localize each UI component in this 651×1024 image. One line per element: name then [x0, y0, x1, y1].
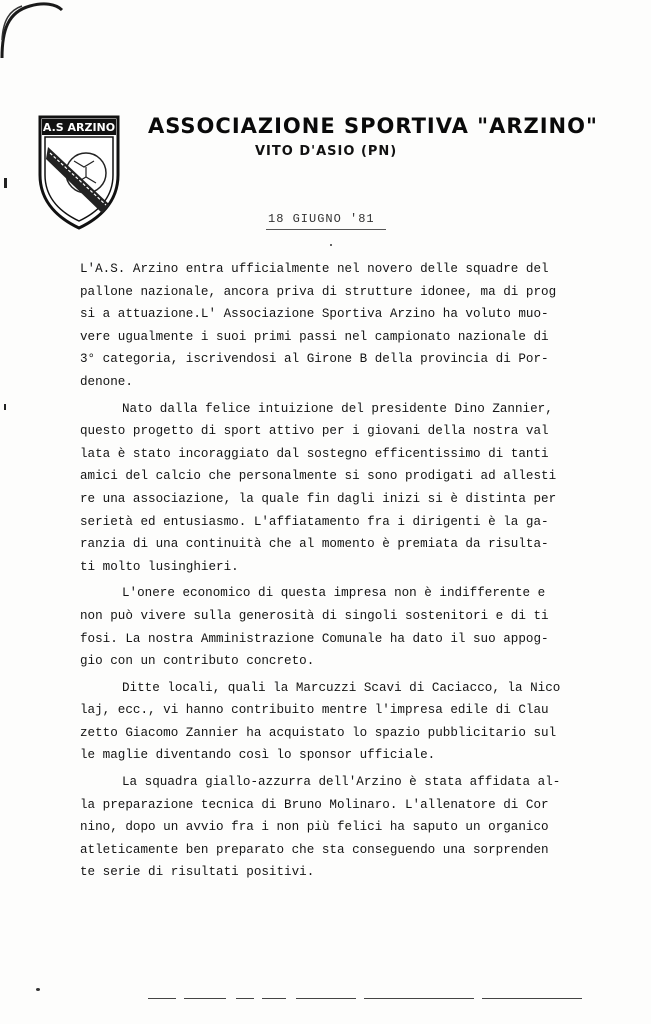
scan-speck	[330, 244, 332, 246]
text-line: vere ugualmente i suoi primi passi nel campionato nazionale di	[80, 329, 549, 344]
text-line: le maglie diventando così lo sponsor ufficiale.	[80, 748, 436, 763]
text-line: non può vivere sulla generosità di singoli sostenitori e di ti	[80, 608, 549, 623]
document-date: 18 GIUGNO '81	[268, 212, 375, 226]
text-line: ranzia di una continuità che al momento è premiata da risulta-	[80, 537, 549, 552]
text-line: questo progetto di sport attivo per i giovani della nostra val	[80, 424, 549, 439]
text-line: serietà ed entusiasmo. L'affiatamento fra i dirigenti è la ga-	[80, 514, 549, 529]
text-line: nino, dopo un avvio fra i non più felici ha saputo un organico	[80, 820, 549, 835]
text-line: atleticamente ben preparato che sta conseguendo una sorprenden	[80, 842, 549, 857]
text-line: amici del calcio che personalmente si sono prodigati ad allesti	[80, 469, 557, 484]
text-line: L'A.S. Arzino entra ufficialmente nel novero delle squadre del	[80, 262, 549, 276]
text-line: laj, ecc., vi hanno contribuito mentre l'impresa edile di Clau	[80, 703, 549, 718]
scan-edge-mark	[4, 404, 6, 410]
organization-location: VITO D'ASIO (PN)	[255, 144, 398, 159]
article-body	[80, 258, 600, 884]
date-underline	[266, 229, 386, 230]
text-line: re una associazione, la quale fin dagli inizi si è distinta per	[80, 491, 557, 506]
scan-corner-artifact	[0, 0, 70, 60]
text-line: ti molto lusinghieri.	[80, 559, 239, 574]
text-line: la preparazione tecnica di Bruno Molinaro. L'allenatore di Cor	[80, 797, 549, 812]
text-line: si a attuazione.L' Associazione Sportiva Arzino ha voluto muo-	[80, 307, 549, 322]
text-line: fosi. La nostra Amministrazione Comunale ha dato il suo appog-	[80, 631, 549, 646]
text-line: Ditte locali, quali la Marcuzzi Scavi di Caciacco, la Nico	[122, 680, 561, 695]
organization-title: ASSOCIAZIONE SPORTIVA "ARZINO"	[148, 114, 598, 138]
text-line: L'onere economico di questa impresa non è indifferente e	[122, 586, 546, 601]
text-line: pallone nazionale, ancora priva di strutture idonee, ma di prog	[80, 284, 557, 299]
text-line: gio con un contributo concreto.	[80, 654, 315, 669]
text-line: La squadra giallo-azzurra dell'Arzino è stata affidata al-	[122, 775, 561, 790]
text-line: te serie di risultati positivi.	[80, 865, 315, 880]
text-line: denone.	[80, 374, 133, 389]
scan-speck	[36, 988, 40, 991]
text-line: zetto Giacomo Zannier ha acquistato lo spazio pubblicitario sul	[80, 725, 557, 740]
footer-rule	[148, 996, 588, 1004]
text-line: 3° categoria, iscrivendosi al Girone B della provincia di Por-	[80, 352, 549, 367]
text-line: lata è stato incoraggiato dal sostegno efficentissimo di tanti	[80, 446, 549, 461]
text-line: Nato dalla felice intuizione del presidente Dino Zannier,	[122, 401, 553, 416]
club-crest-logo	[36, 113, 122, 231]
crest-text: A.S ARZINO	[42, 121, 116, 134]
scan-edge-mark	[4, 178, 7, 188]
